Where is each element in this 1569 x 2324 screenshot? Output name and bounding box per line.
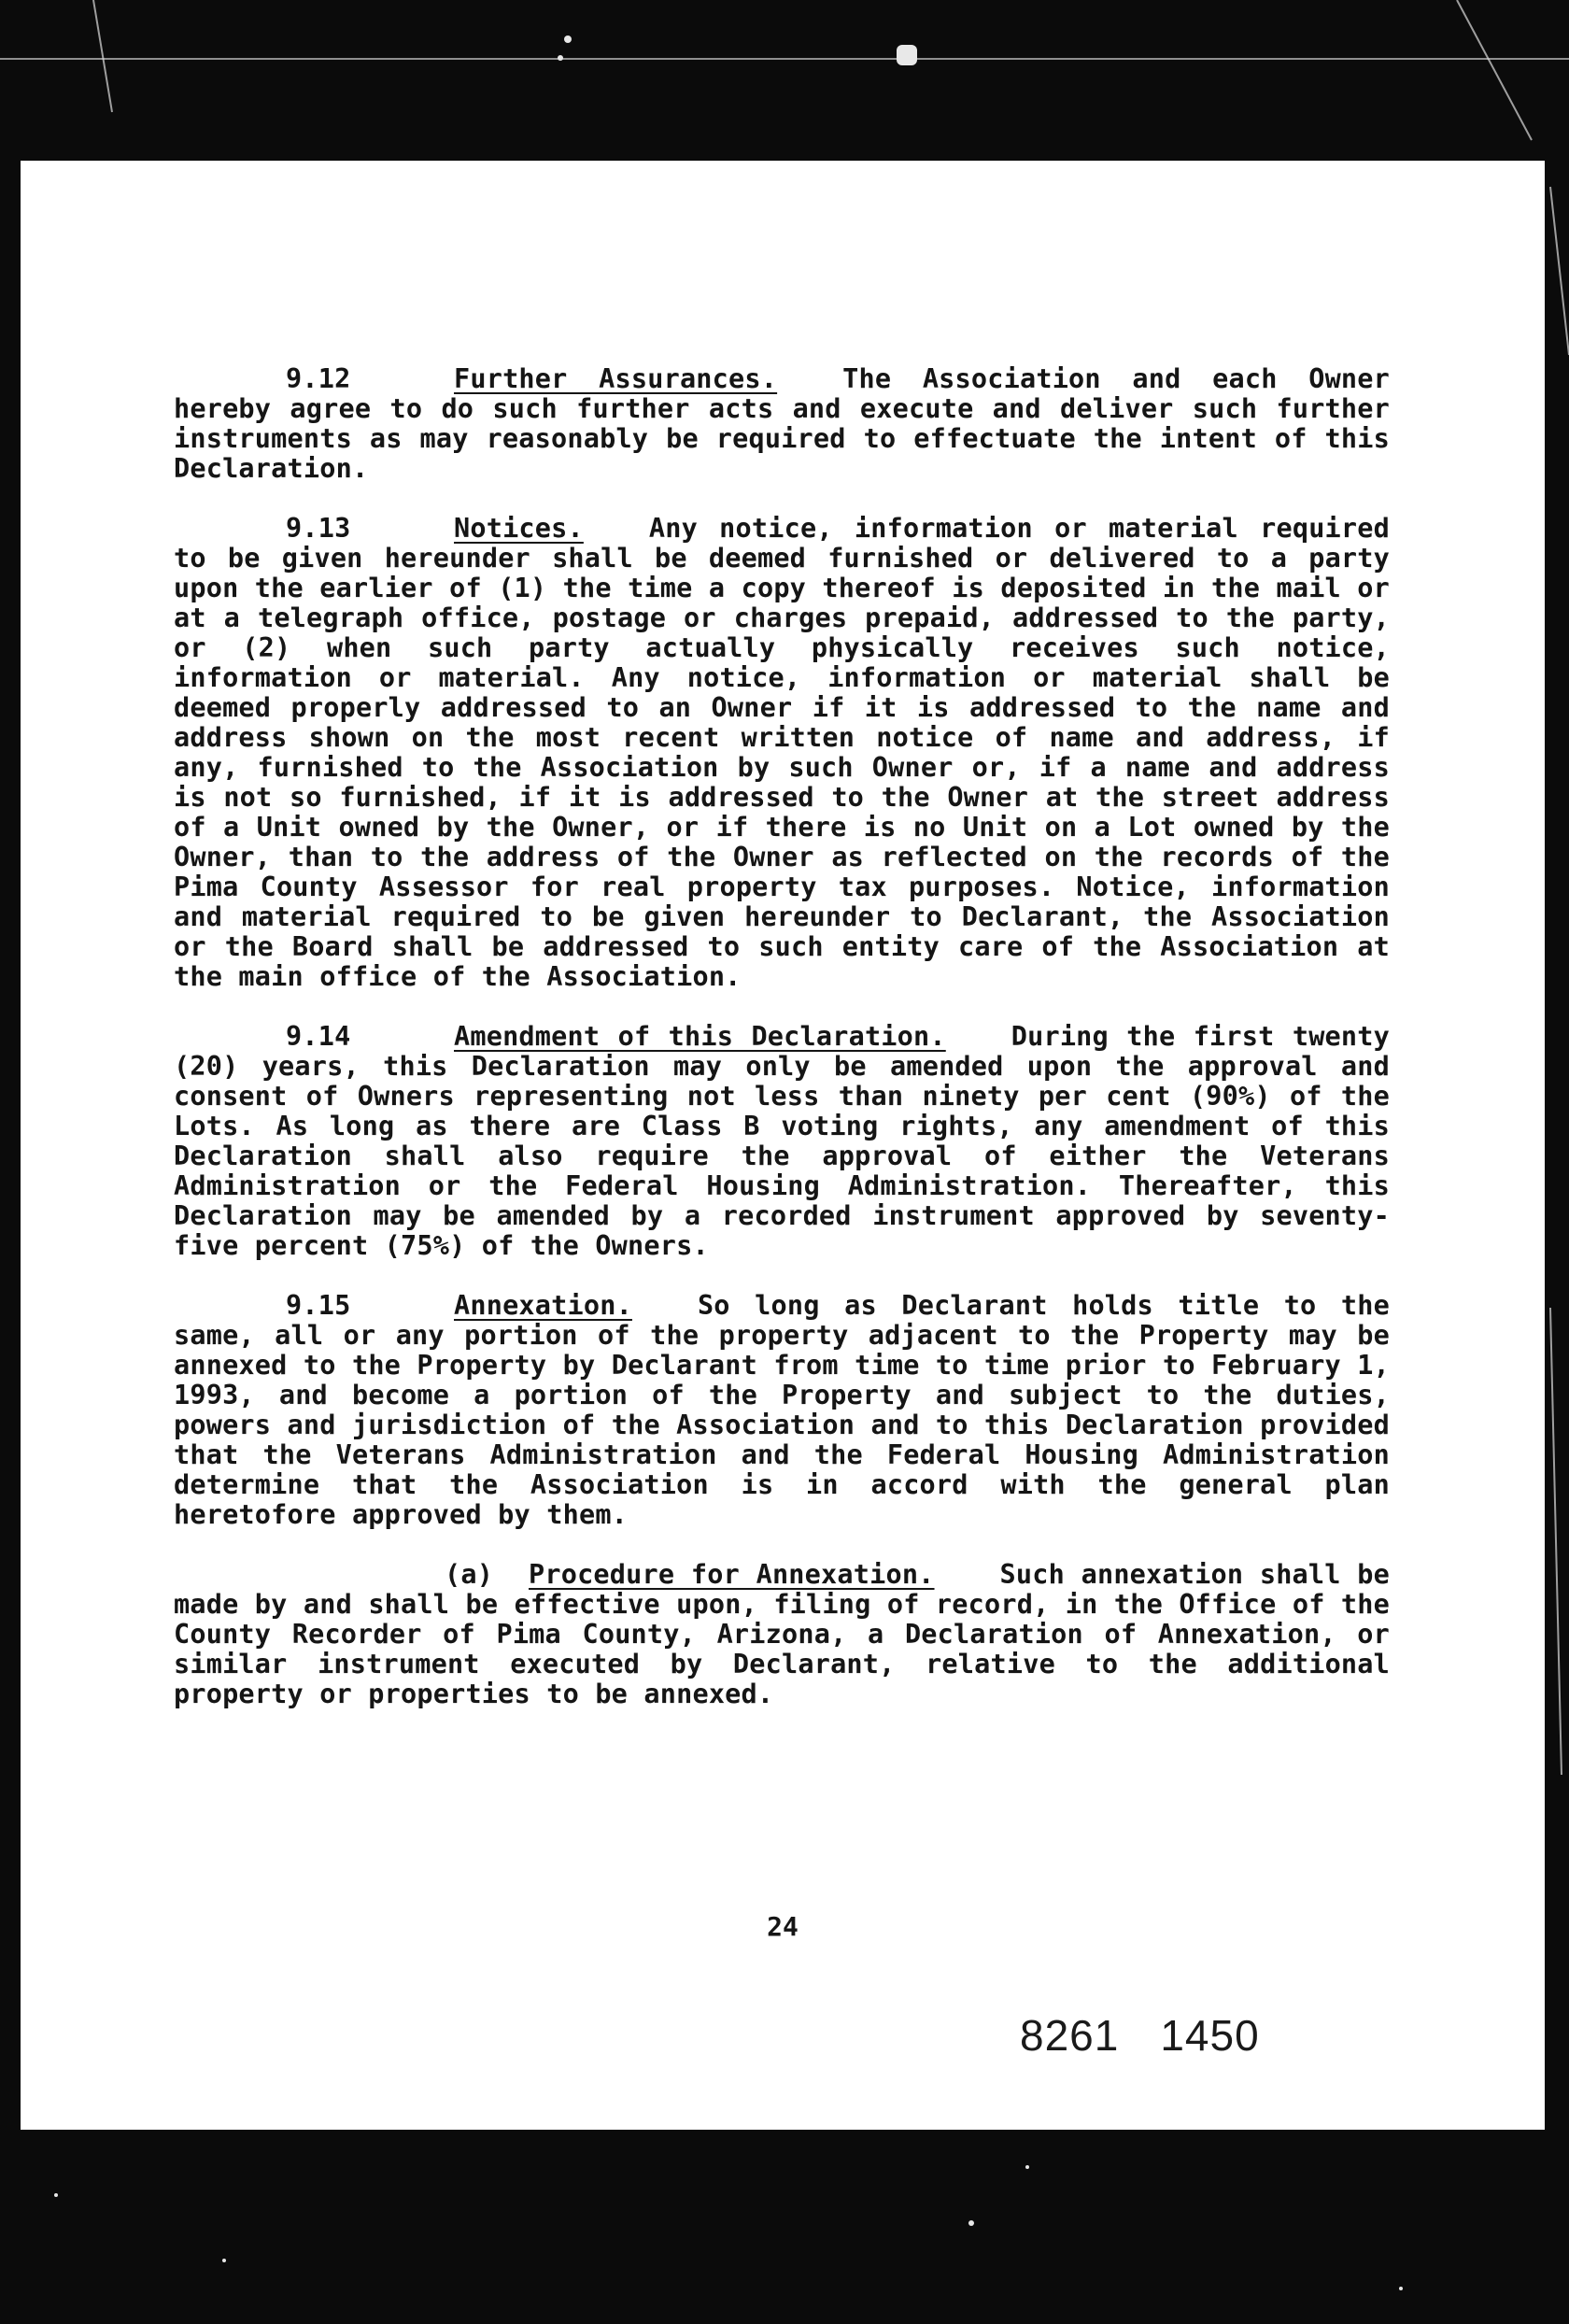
- subsection-text: Such annexation shall be made by and shall be effective upon, filing of record, in the Office of the County Recorder of Pima County, Arizona, a Declaration of Annexation, or similar instrument executed by Declarant, relative to the additional property or properties to be annexed.: [174, 1559, 1390, 1709]
- section-number: 9.14: [286, 1021, 351, 1052]
- subsection-number: (a): [445, 1559, 494, 1590]
- document-body: [174, 364, 1390, 1739]
- section-number: 9.13: [286, 513, 351, 544]
- recording-page-number: 1450: [1160, 2011, 1260, 2060]
- section-text: So long as Declarant holds title to the same, all or any portion of the property adjacent to the Property may be annexed to the Property by Declarant from time to time prior to February 1, 1993, and become a portion of the Property and subject to the duties, powers and jurisdiction of the Association and to this Declaration provided that the Veterans Administration and the Federal Housing Administration determine that the Association is in accord with the general plan heretofore approved by them.: [174, 1290, 1390, 1530]
- section-9-13: [174, 514, 1390, 992]
- recording-stamp: [1020, 2010, 1301, 2061]
- section-text: During the first twenty (20) years, this Declaration may only be amended upon the approval and consent of Owners representing not less than ninety per cent (90%) of the Lots. As long as there are Class B voting rights, any amendment of this Declaration shall also require the approval of either the Veterans Administration or the Federal Housing Administration. Thereafter, this Declaration may be amended by a recorded instrument approved by seventy-five percent (75%) of the Owners.: [174, 1021, 1390, 1261]
- subsection-heading: Procedure for Annexation.: [529, 1559, 935, 1590]
- docket-number: 8261: [1020, 2011, 1120, 2060]
- section-number: 9.15: [286, 1290, 351, 1321]
- section-9-12: [174, 364, 1390, 484]
- section-number: 9.12: [286, 363, 351, 394]
- section-heading: Annexation.: [454, 1290, 632, 1321]
- section-heading: Amendment of this Declaration.: [454, 1021, 946, 1052]
- section-heading: Notices.: [454, 513, 584, 544]
- section-9-15: [174, 1291, 1390, 1530]
- section-heading: Further Assurances.: [454, 363, 778, 394]
- document-page: [21, 161, 1545, 2130]
- section-text: Any notice, information or material required to be given hereunder shall be deemed furnished or delivered to a party upon the earlier of (1) the time a copy thereof is deposited in the mail or at a telegraph office, postage or charges prepaid, addressed to the party, or (2) when such party actually physically receives such notice, information or material. Any notice, information or material shall be deemed properly addressed to an Owner if it is addressed to the name and address shown on the most recent written notice of name and address, if any, furnished to the Association by such Owner or, if a name and address is not so furnished, if it is addressed to the Owner at the street address of a Unit owned by the Owner, or if there is no Unit on a Lot owned by the Owner, than to the address of the Owner as reflected on the records of the Pima County Assessor for real property tax purposes. Notice, information and material required to be given hereunder to Declarant, the Association or the Board shall be addressed to such entity care of the Association at the main office of the Association.: [174, 513, 1390, 992]
- section-text: The Association and each Owner hereby agree to do such further acts and execute and deliver such further instruments as may reasonably be required to effectuate the intent of this Declaration.: [174, 363, 1391, 484]
- subsection-a: [174, 1560, 1390, 1709]
- section-9-14: [174, 1022, 1390, 1261]
- page-number: 24: [767, 1911, 799, 1942]
